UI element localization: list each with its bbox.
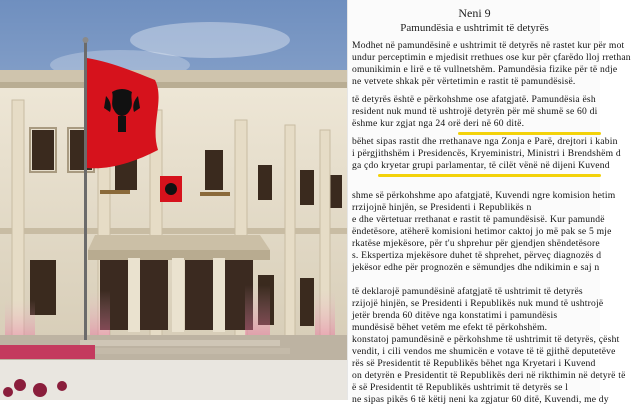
document-line: ne sipas pikës 6 të këtij neni ka zgjatur 60 ditë, Kuvendi, me dy bbox=[352, 394, 609, 405]
document-line: ëshme kur zgjat nga 24 orë deri në 60 ditë. bbox=[352, 118, 525, 129]
document-line: e dhe vërtetuar rrethanat e rastit të pamundësisë. Kur pamundë bbox=[352, 214, 605, 225]
document-line: jetër brenda 60 ditëve nga konstatimi i pamundësis bbox=[352, 310, 558, 321]
document-line: të deklarojë pamundësinë afatgjatë të ushtrimit të detyrës bbox=[352, 286, 583, 297]
document-line: ë së Presidentit të Republikës ushtrimit të detyrës se l bbox=[352, 382, 569, 393]
highlight-stroke bbox=[378, 174, 601, 177]
document-line: omunikimin e lirë e të vullnetshëm. Pamundësia fizike për të ndje bbox=[352, 64, 618, 75]
document-line: on detyrën e Presidentit të Republikës deri në rikthimin në detyrë të bbox=[352, 370, 626, 381]
document-line: ga çdo kryetar grupi parlamentar, të cilët vënë në dijeni Kuvend bbox=[352, 160, 610, 171]
document-line: rzijojë hinjën, se Presidenti i Republikës nuk mund të ushtrojë bbox=[352, 298, 604, 309]
document-line: shme së përkohshme apo afatgjatë, Kuvendi ngre komision hetim bbox=[352, 190, 616, 201]
document-line: s. Ekspertiza mjekësore duhet të shprehet, përveç diagnozës d bbox=[352, 250, 602, 261]
document-subtitle: Pamundësia e ushtrimit të detyrës bbox=[400, 22, 549, 34]
document-line: ne vetvete shkak për vërtetimin e rastit të pamundësisë. bbox=[352, 76, 576, 87]
document-line: resident nuk mund të ushtrojë detyrën për më shumë se 60 di bbox=[352, 106, 598, 117]
document-line: ëndetësore, atëherë komisioni hetimor caktoj jo më pak se 5 mje bbox=[352, 226, 612, 237]
document-line: jekësor edhe për prognozën e sëmundjes dhe ndikimin e saj n bbox=[352, 262, 600, 273]
document-title: Neni 9 bbox=[458, 6, 491, 20]
document-line: undur perceptimin e mjedisit rrethues ose kur për çfarëdo lloj rrethan bbox=[352, 52, 631, 63]
document-line: rrzijojnë hinjën, se Presidenti i Republikës n bbox=[352, 202, 532, 213]
palace-building bbox=[0, 70, 347, 360]
document-line: rkatëse mjekësore, për t'u shprehur për gjendjen shëndetësore bbox=[352, 238, 600, 249]
document-line: Modhet në pamundësinë e ushtrimit të detyrës në rastet kur për mot bbox=[352, 40, 625, 51]
legal-document bbox=[347, 0, 631, 405]
document-line: mundësisë bëhet vetëm me efekt të përkohshëm. bbox=[352, 322, 548, 333]
document-line: rës së Presidentit të Republikës bëhet nga Kryetari i Kuvend bbox=[352, 358, 596, 369]
document-line: të detyrës është e përkohshme ose afatgjatë. Pamundësia ësh bbox=[352, 94, 596, 105]
document-line: konstatoj pamundësinë e përkohshme të ushtrimit të detyrës, çësht bbox=[352, 334, 620, 345]
highlight-stroke bbox=[458, 132, 601, 135]
document-line: i përgjithshëm i Presidencës, Kryeministri, Ministri i Brendshëm d bbox=[352, 148, 621, 159]
document-line: bëhet sipas rastit dhe rrethanave nga Zonja e Parë, drejtori i kabin bbox=[352, 136, 618, 147]
document-line: vendit, i cili vendos me shumicën e votave të të gjithë deputetëve bbox=[352, 346, 616, 357]
